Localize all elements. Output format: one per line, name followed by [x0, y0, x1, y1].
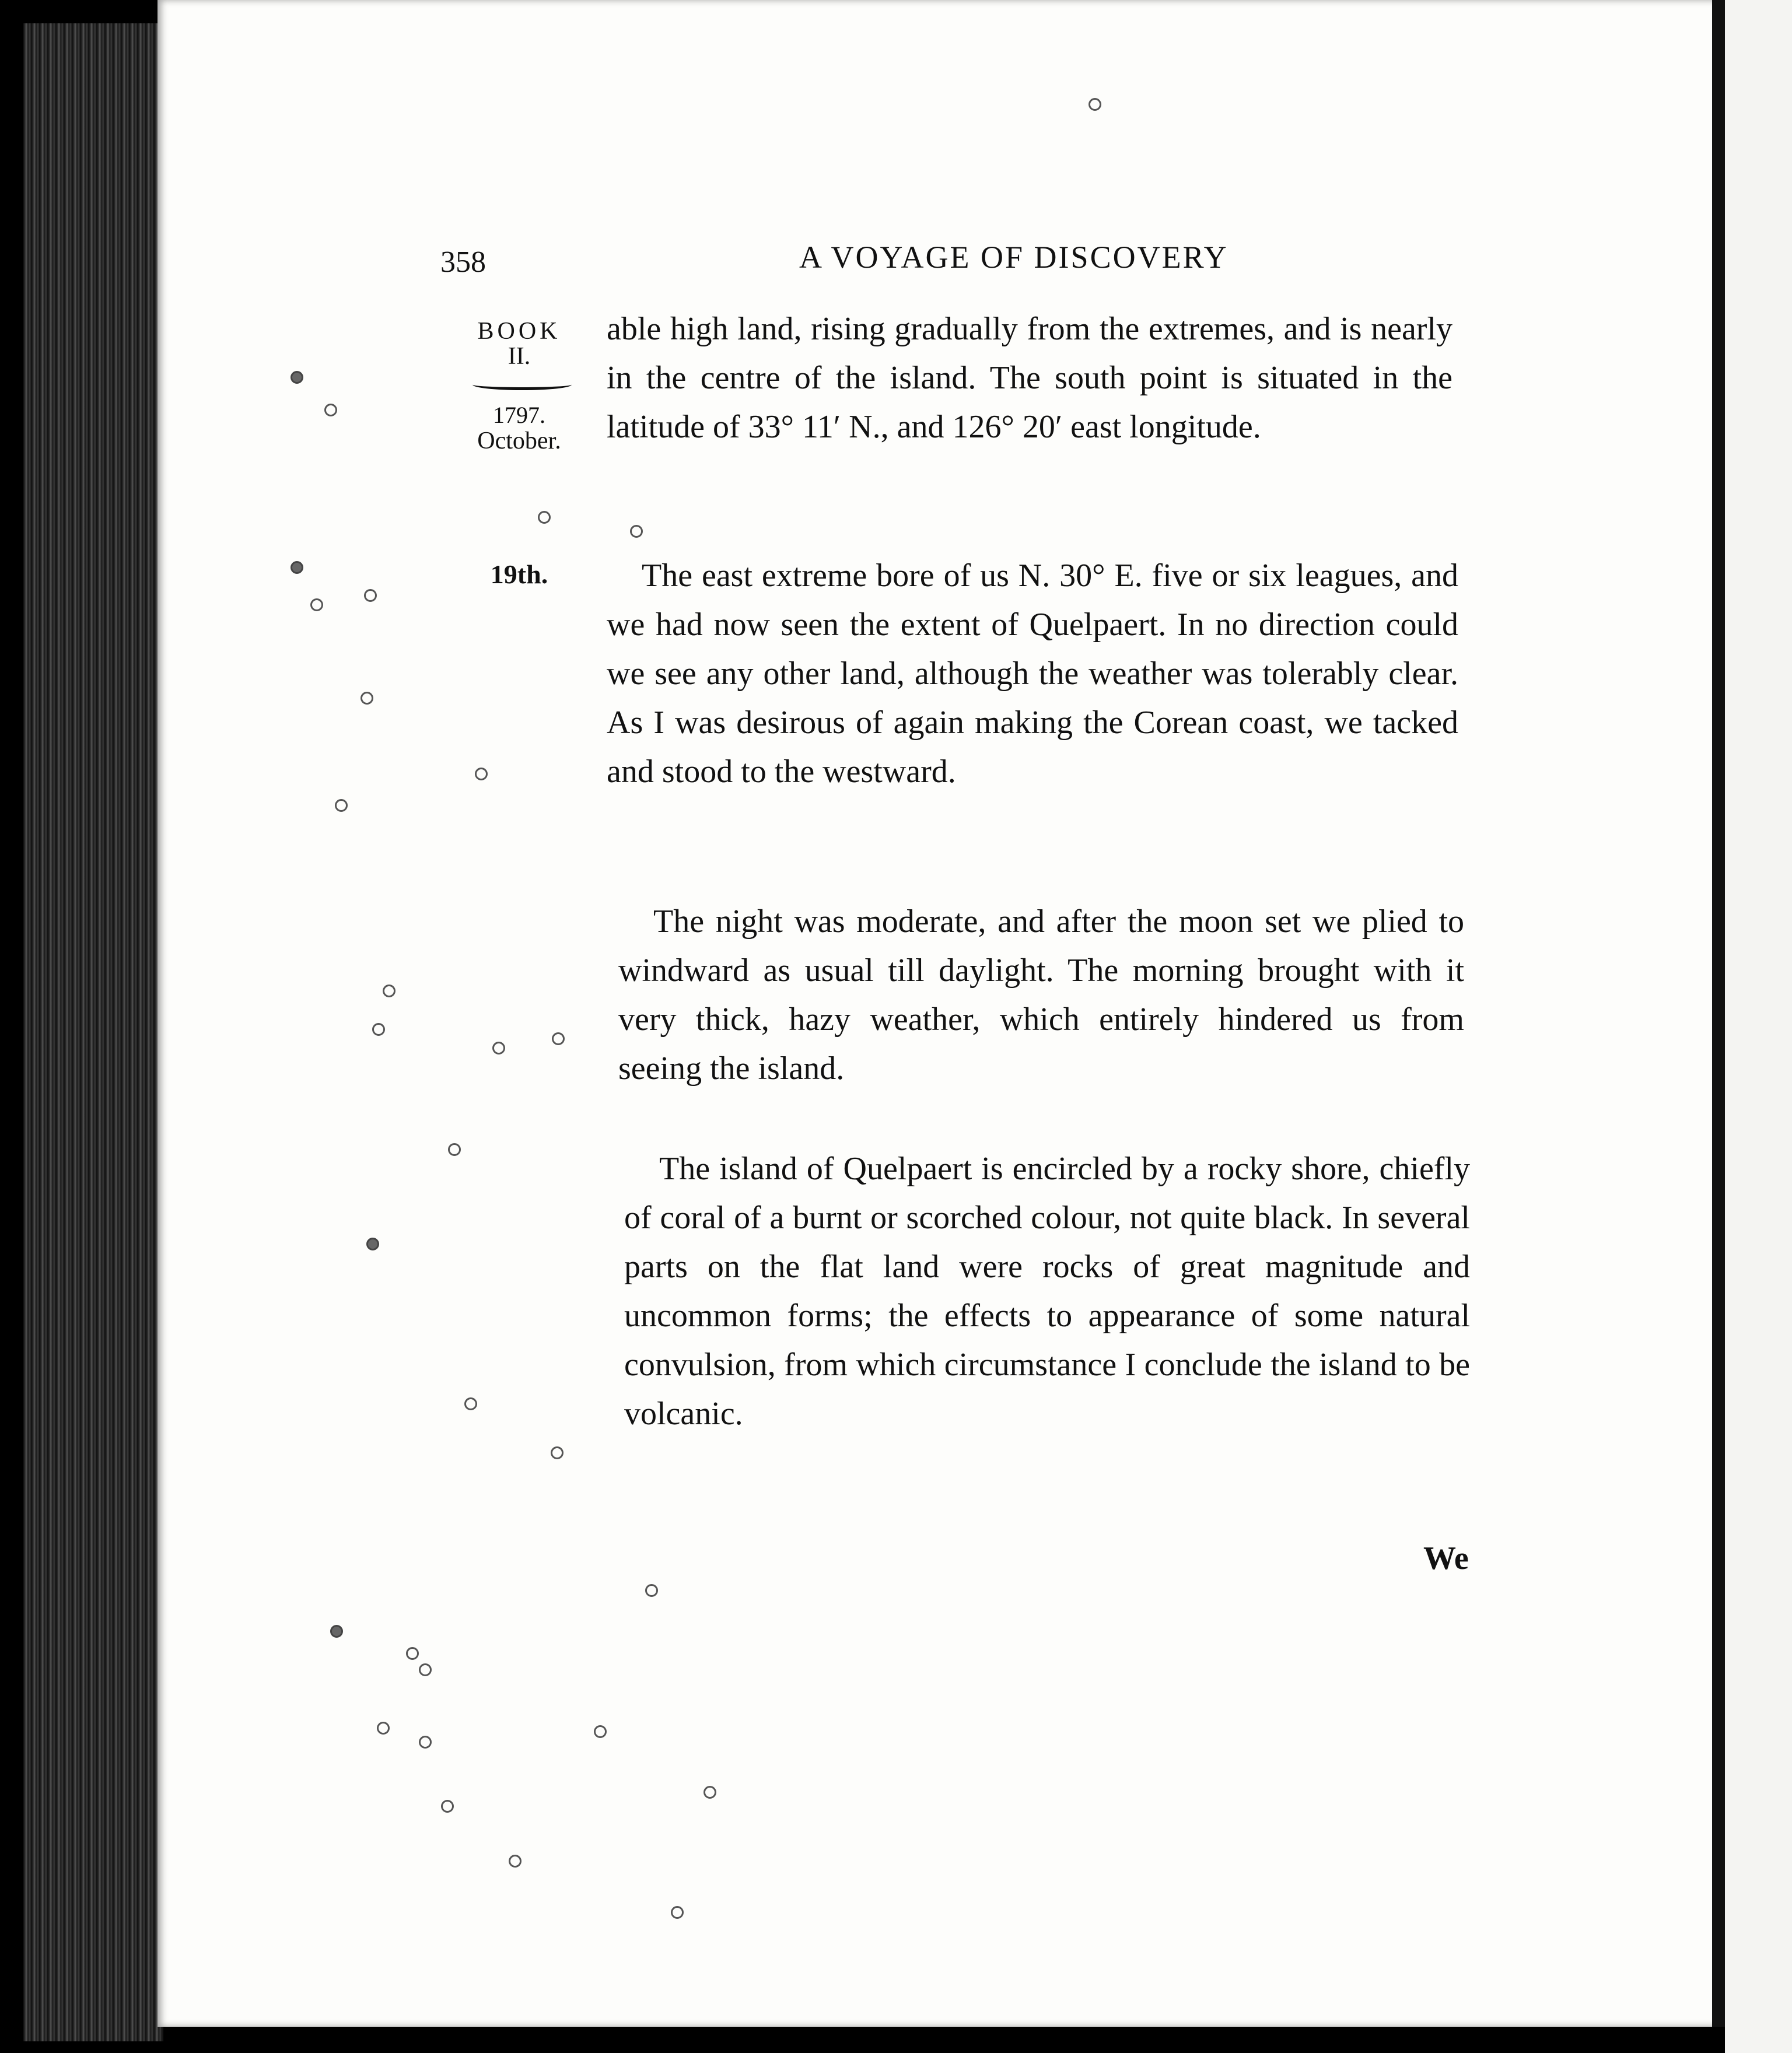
- margin-month: October.: [477, 428, 561, 454]
- scan-speck: [448, 1143, 461, 1156]
- scan-speck: [419, 1736, 432, 1749]
- margin-book-number: II.: [508, 343, 531, 370]
- scan-speck: [406, 1647, 419, 1660]
- scan-speck: [475, 768, 488, 780]
- scan-speck: [290, 561, 303, 574]
- scan-speck: [671, 1906, 684, 1919]
- margin-date: 19th.: [490, 559, 548, 589]
- scan-speck: [360, 692, 373, 705]
- scan-speck: [335, 799, 348, 812]
- scan-speck: [630, 525, 643, 538]
- scan-speck: [366, 1238, 379, 1250]
- paragraph-1: able high land, rising gradually from the extremes, and is nearly in the centre of the island. The south point is situated in the latitude of 33° 11′ N., and 126° 20′ east longitude.: [607, 311, 1452, 445]
- scan-speck: [441, 1800, 454, 1813]
- scan-speck: [551, 1446, 564, 1459]
- facing-page-strip: [1725, 0, 1792, 2053]
- scan-speck: [383, 985, 396, 997]
- scan-speck: [364, 589, 377, 602]
- scan-speck: [419, 1663, 432, 1676]
- book-page-edges: [23, 23, 163, 2041]
- paragraph-4: The island of Quelpaert is encircled by a rocky shore, chiefly of coral of a burnt or scorched colour, not quite black. In several parts on the flat land were rocks of great magnitude and uncommon forms; the effects to appearance of some natural convulsion, from which circumstance I conclude the island to be volcanic.: [624, 1151, 1470, 1432]
- scan-speck: [372, 1023, 385, 1036]
- scan-speck: [704, 1786, 716, 1799]
- margin-brace-ornament: [473, 379, 572, 390]
- scan-speck: [552, 1032, 565, 1045]
- scan-speck: [509, 1855, 522, 1868]
- scan-speck: [377, 1722, 390, 1735]
- margin-year: 1797.: [493, 402, 545, 428]
- catchword: We: [1423, 1540, 1469, 1576]
- scan-speck: [290, 371, 303, 384]
- paragraph-2: The east extreme bore of us N. 30° E. five or six leagues, and we had now seen the extent of Quelpaert. In no direction could we see any other land, although the weather was tolerably clear. As I was desirous of again making the Corean coast, we tacked and stood to the westward.: [607, 558, 1458, 790]
- scan-speck: [538, 511, 551, 524]
- running-title: A VOYAGE OF DISCOVERY: [799, 240, 1228, 275]
- scan-speck: [324, 404, 337, 416]
- scan-speck: [464, 1397, 477, 1410]
- scan-speck: [492, 1042, 505, 1054]
- scan-speck: [330, 1625, 343, 1638]
- scan-speck: [1088, 98, 1101, 111]
- scan-speck: [310, 598, 323, 611]
- page-gutter-shadow: [1712, 0, 1725, 2027]
- page-number: 358: [440, 246, 486, 279]
- scan-speck: [645, 1584, 658, 1597]
- paragraph-3: The night was moderate, and after the moon set we plied to windward as usual till daylight. The morning brought with it very thick, hazy weather, which entirely hindered us from seeing the island.: [618, 903, 1464, 1087]
- margin-book-label: BOOK: [477, 318, 561, 345]
- scan-speck: [594, 1725, 607, 1738]
